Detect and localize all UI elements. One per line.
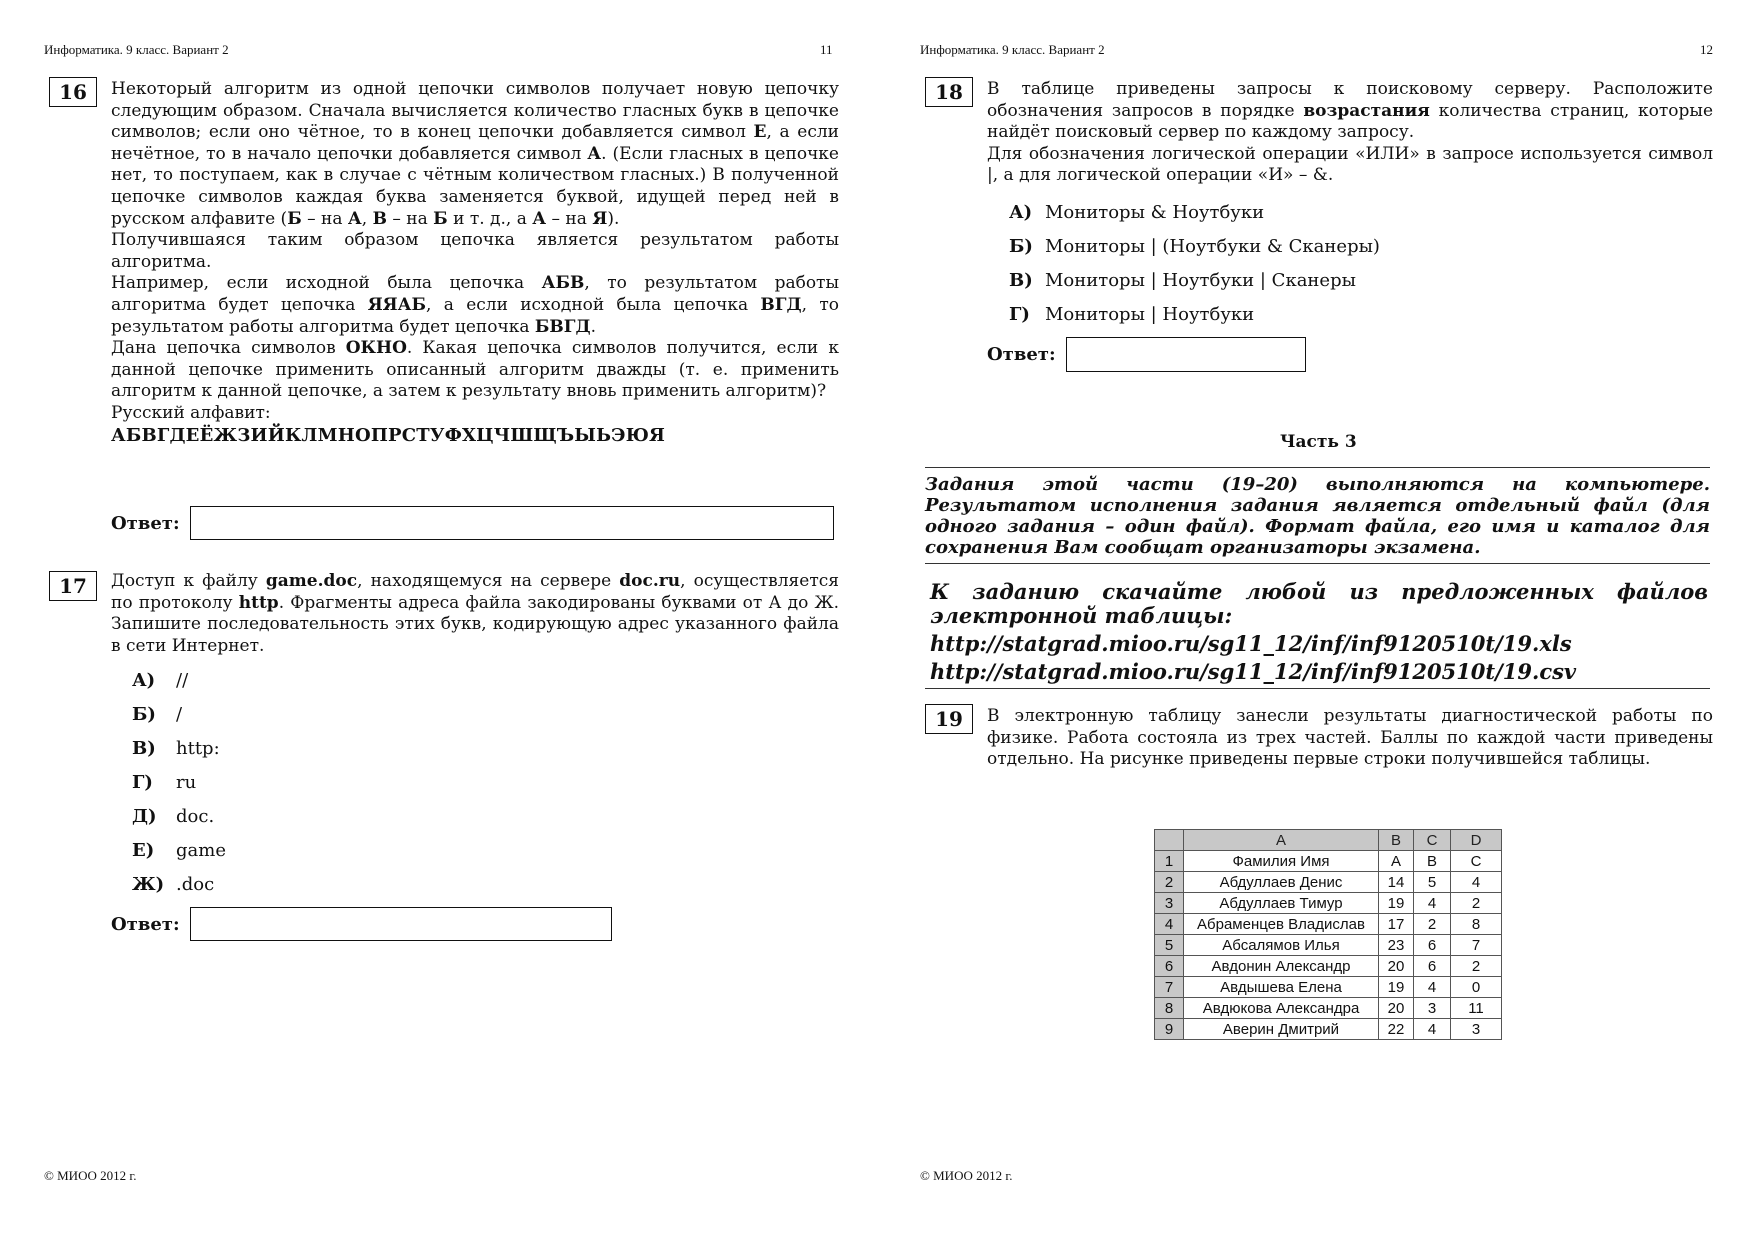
table-row [1155,914,1502,935]
cell: Аверин Дмитрий [1184,1019,1379,1040]
cell: C [1451,851,1502,872]
cell: Авдюкова Александра [1184,998,1379,1019]
cell: 4 [1414,977,1451,998]
cell: Абдуллаев Тимур [1184,893,1379,914]
download-link-xls[interactable]: http://statgrad.mioo.ru/sg11_12/inf/inf9120510t/19.xls [930,631,1572,656]
answer-label: Ответ: [111,913,180,935]
cell: 20 [1379,956,1414,977]
row-header: 6 [1155,956,1184,977]
cell: 19 [1379,977,1414,998]
page-number: 11 [820,42,833,57]
col-header: A [1184,830,1379,851]
task-17-paragraph-1: Доступ к файлу game.doc, находящемуся на сервере doc.ru, осуществляется по протоколу http. Фрагменты адреса файла закодированы буквами от А до Ж. Запишите последовательность этих букв, кодирующую адрес указанного файла в сети Интернет. [111,571,840,656]
task-18-paragraph-1: В таблице приведены запросы к поисковому серверу. Расположите обозначения запросов в порядке возрастания количества страниц, которые найдёт поисковый сервер по каждому запросу. [987,79,1714,143]
row-header: 9 [1155,1019,1184,1040]
table-row [1155,851,1502,872]
option-item: Г) ru [132,771,197,793]
download-intro: К заданию скачайте любой из предложенных файлов электронной таблицы: [930,579,1708,628]
task-text [111,79,839,446]
option-item: В) http: [132,737,220,759]
row-header: 4 [1155,914,1184,935]
cell: 4 [1451,872,1502,893]
row-header: 1 [1155,851,1184,872]
row-header: 2 [1155,872,1184,893]
cell: Фамилия Имя [1184,851,1379,872]
cell: 2 [1414,914,1451,935]
table-row [1155,1019,1502,1040]
right-page [877,0,1754,1239]
cell: 11 [1451,998,1502,1019]
cell: Абсалямов Илья [1184,935,1379,956]
spreadsheet-figure [1154,829,1502,1040]
table-row [1155,935,1502,956]
cell: 8 [1451,914,1502,935]
alphabet-label: Русский алфавит: [111,402,271,423]
download-block [930,580,1708,686]
task-18-options [1009,195,1380,331]
cell: Абдуллаев Денис [1184,872,1379,893]
cell: 7 [1451,935,1502,956]
option-item: Е) game [132,839,226,861]
task-number: 19 [925,704,973,734]
divider [925,688,1710,689]
cell: B [1414,851,1451,872]
answer-label: Ответ: [111,512,180,534]
task-number: 17 [49,571,97,601]
option-item: А) Мониторы & Ноутбуки [1009,201,1265,223]
answer-input[interactable] [190,506,834,540]
option-item: Г) Мониторы | Ноутбуки [1009,303,1255,325]
corner-cell [1155,830,1184,851]
option-item: Б) Мониторы | (Ноутбуки & Сканеры) [1009,235,1380,257]
task-16-paragraph-3: Например, если исходной была цепочка АБВ, то результатом работы алгоритма будет цепочка ЯЯАБ, а если исходной была цепочка ВГД, то результатом работы алгоритма будет цепочка БВГД. [111,273,839,337]
answer-input[interactable] [190,907,612,941]
cell: 23 [1379,935,1414,956]
cell: 2 [1451,956,1502,977]
col-header: B [1379,830,1414,851]
running-header-title: Информатика. 9 класс. Вариант 2 [920,42,1105,57]
option-item: А) // [132,669,189,691]
task-16-paragraph-1: Некоторый алгоритм из одной цепочки символов получает новую цепочку следующим образом. Сначала вычисляется количество гласных букв в цепочке символов; если оно чётное, то в конец цепочки добавляется символ Е, а если нечётное, то в начало цепочки добавляется символ А. (Если гласных в цепочке нет, то поступаем, как в случае с чётным количеством гласных.) В полученной цепочке символов каждая буква заменяется буквой, идущей перед ней в русском алфавите (Б – на А, В – на Б и т. д., а А – на Я). [111,79,840,229]
cell: Абраменцев Владислав [1184,914,1379,935]
cell: 4 [1414,893,1451,914]
row-header: 8 [1155,998,1184,1019]
cell: 3 [1414,998,1451,1019]
task-number: 18 [925,77,973,107]
alphabet: АБВГДЕЁЖЗИЙКЛМНОПРСТУФХЦЧШЩЪЫЬЭЮЯ [111,424,666,446]
table-row [1155,872,1502,893]
sheet-header-row [1155,830,1502,851]
task-text [987,79,1713,187]
running-header-title: Информатика. 9 класс. Вариант 2 [44,42,229,57]
answer-label: Ответ: [987,344,1056,365]
page-number: 12 [1700,42,1713,57]
task-text [111,571,839,657]
cell: 4 [1414,1019,1451,1040]
task-18-answer [987,337,1306,372]
cell: 6 [1414,956,1451,977]
task-17-answer [111,907,612,941]
footer-copyright: © МИОО 2012 г. [44,1168,137,1183]
cell: Авдонин Александр [1184,956,1379,977]
cell: 17 [1379,914,1414,935]
row-header: 3 [1155,893,1184,914]
option-item: Ж) .doc [132,873,215,895]
task-number: 16 [49,77,97,107]
cell: 22 [1379,1019,1414,1040]
task-18-paragraph-2: Для обозначения логической операции «ИЛИ» в запросе используется символ |, а для логической операции «И» – &. [987,143,1713,186]
task-16-paragraph-4: Дана цепочка символов ОКНО. Какая цепочка символов получится, если к данной цепочке применить описанный алгоритм дважды (т. е. применить алгоритм к данной цепочке, а затем к результату вновь применить алгоритм)? [111,338,839,402]
table-row [1155,956,1502,977]
col-header: C [1414,830,1451,851]
cell: 6 [1414,935,1451,956]
cell: 2 [1451,893,1502,914]
download-link-csv[interactable]: http://statgrad.mioo.ru/sg11_12/inf/inf9120510t/19.csv [930,659,1577,684]
row-header: 5 [1155,935,1184,956]
cell: A [1379,851,1414,872]
table-row [1155,977,1502,998]
part-3-instructions: Задания этой части (19–20) выполняются на компьютере. Результатом исполнения задания является отдельный файл (для одного задания – один файл). Формат файла, его имя и каталог для сохранения Вам сообщат организаторы экзамена. [925,474,1710,558]
divider [925,467,1710,468]
cell: 19 [1379,893,1414,914]
task-16-paragraph-2: Получившаяся таким образом цепочка является результатом работы алгоритма. [111,230,839,272]
cell: 3 [1451,1019,1502,1040]
option-item: Б) / [132,703,183,725]
footer-copyright: © МИОО 2012 г. [920,1168,1013,1183]
row-header: 7 [1155,977,1184,998]
part-3-title: Часть 3 [1280,432,1357,452]
cell: 0 [1451,977,1502,998]
option-item: Д) doc. [132,805,215,827]
answer-input[interactable] [1066,337,1306,372]
table-row [1155,998,1502,1019]
cell: 14 [1379,872,1414,893]
task-16-answer [111,506,834,540]
cell: Авдышева Елена [1184,977,1379,998]
cell: 20 [1379,998,1414,1019]
task-17-options [132,663,226,901]
cell: 5 [1414,872,1451,893]
task-text: В электронную таблицу занесли результаты диагностической работы по физике. Работа состояла из трех частей. Баллы по каждой части приведены отдельно. На рисунке приведены первые строки получившейся таблицы. [987,706,1713,770]
divider [925,563,1710,564]
table-row [1155,893,1502,914]
option-item: В) Мониторы | Ноутбуки | Сканеры [1009,269,1356,291]
col-header: D [1451,830,1502,851]
